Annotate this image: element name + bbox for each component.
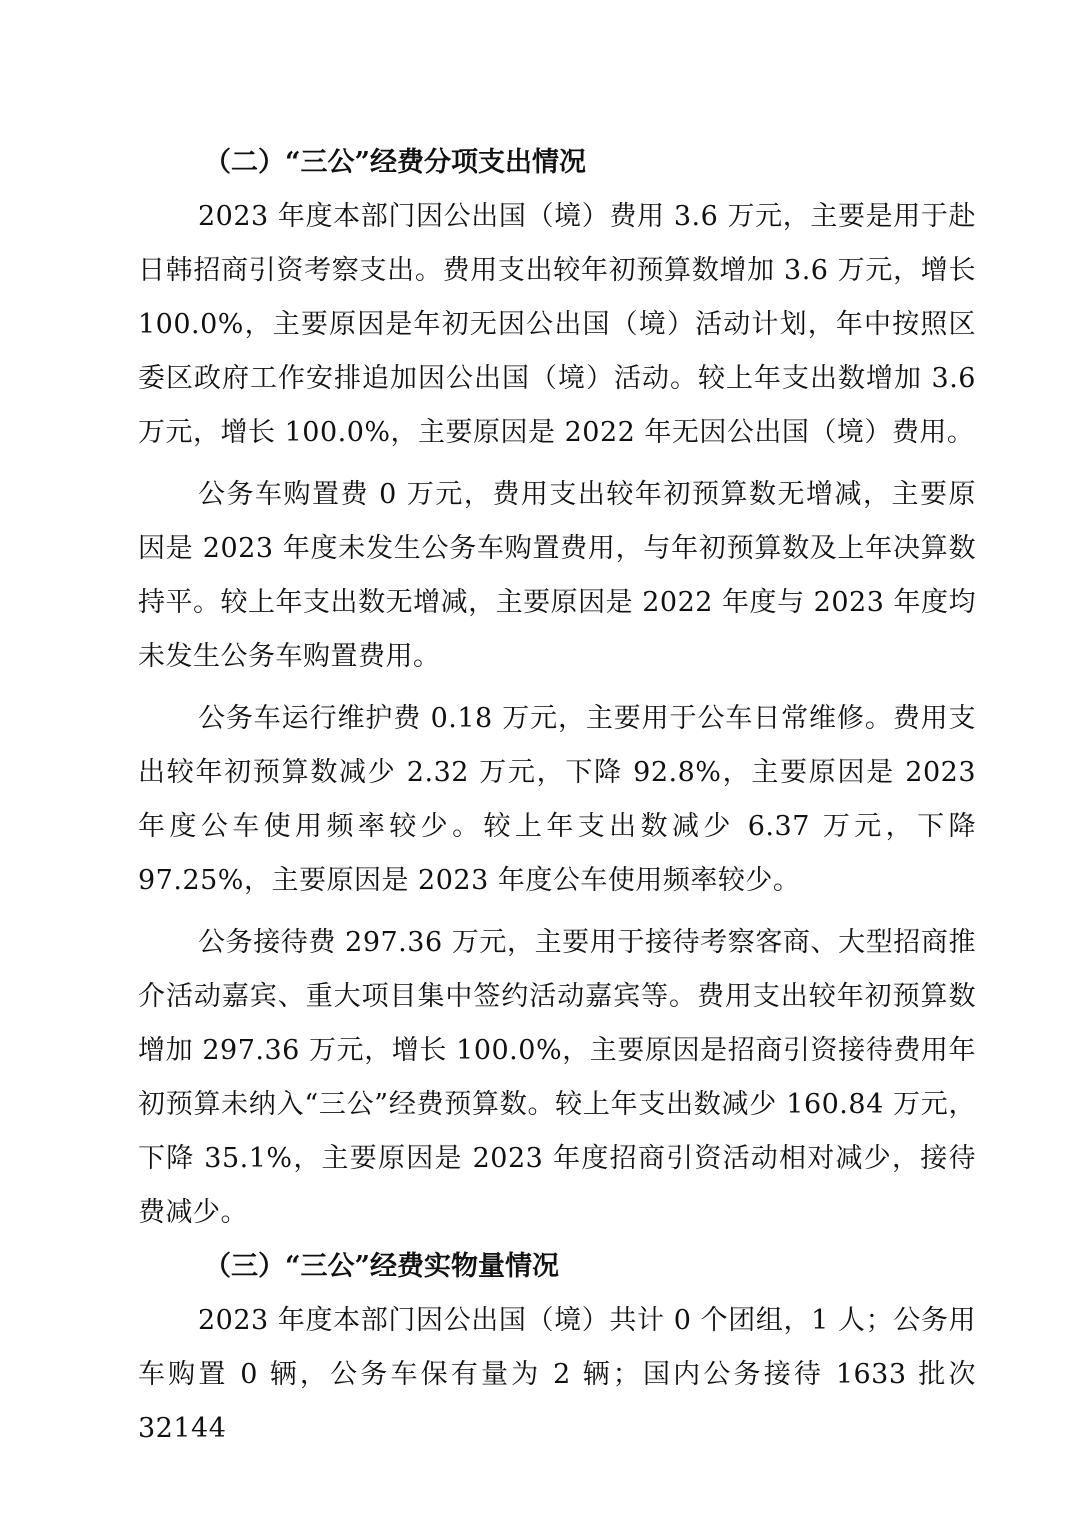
paragraph-gap [138, 684, 976, 692]
paragraph-physical-quantity: 2023 年度本部门因公出国（境）共计 0 个团组，1 人；公务用车购置 0 辆，公务车保有量为 2 辆；国内公务接待 1633 批次 32144 [138, 1305, 976, 1444]
paragraph-gap [138, 908, 976, 916]
paragraph-overseas-travel: 2023 年度本部门因公出国（境）费用 3.6 万元，主要是用于赴日韩招商引资考察支出。费用支出较年初预算数增加 3.6 万元，增长 100.0%，主要原因是年初无因公出国（境）活动计划，年中按照区委区政府工作安排追加因公出国（境）活动。较上年支出数增加 3.6 万元，增长 100.0%，主要原因是 2022 年无因公出国（境）费用。 [138, 201, 976, 448]
document-body [138, 136, 976, 1456]
paragraph-vehicle-purchase: 公务车购置费 0 万元，费用支出较年初预算数无增减，主要原因是 2023 年度未发生公务车购置费用，与年初预算数及上年决算数持平。较上年支出数无增减，主要原因是 2022 年度与 2023 年度均未发生公务车购置费用。 [138, 479, 976, 672]
section-heading-physical-quantity: （三）“三公”经费实物量情况 [204, 1251, 560, 1282]
paragraph-official-reception: 公务接待费 297.36 万元，主要用于接待考察客商、大型招商推介活动嘉宾、重大项目集中签约活动嘉宾等。费用支出较年初预算数增加 297.36 万元，增长 100.0%，主要原因是招商引资接待费用年初预算未纳入“三公”经费预算数。较上年支出数减少 160.84 万元，下降 35.1%，主要原因是 2023 年度招商引资活动相对减少，接待费减少。 [138, 927, 976, 1228]
section-heading-expenditure-by-item: （二）“三公”经费分项支出情况 [204, 147, 587, 178]
paragraph-vehicle-maintenance: 公务车运行维护费 0.18 万元，主要用于公车日常维修。费用支出较年初预算数减少 2.32 万元，下降 92.8%，主要原因是 2023 年度公车使用频率较少。较上年支出数减少 6.37 万元，下降 97.25%，主要原因是 2023 年度公车使用频率较少。 [138, 703, 976, 896]
paragraph-gap [138, 460, 976, 468]
